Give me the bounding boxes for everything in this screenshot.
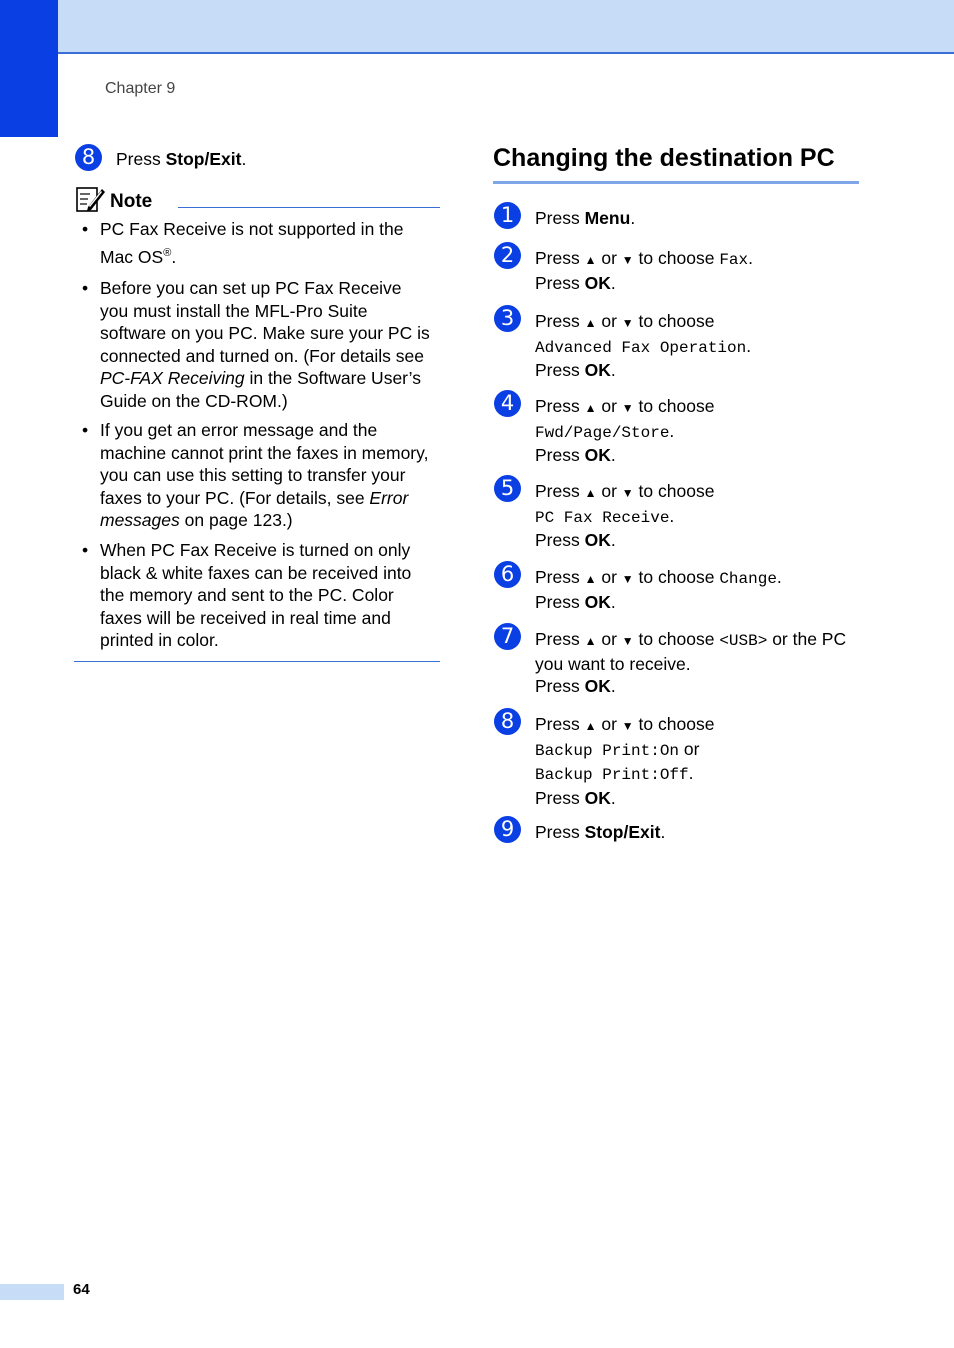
step-text: or xyxy=(596,248,622,268)
header-band xyxy=(0,0,954,54)
page-number: 64 xyxy=(73,1281,90,1298)
footer-band xyxy=(0,1284,64,1300)
step-key: OK xyxy=(584,445,611,465)
step-text: or xyxy=(679,738,700,759)
step-text: . xyxy=(630,208,636,228)
step-text: or xyxy=(596,311,622,331)
lcd-option: Change xyxy=(719,570,777,588)
step-text: Press xyxy=(535,311,585,331)
note-line: If you get an error message and the xyxy=(100,420,378,440)
step-text: . xyxy=(610,445,616,465)
step-text: Press xyxy=(535,822,585,842)
step-text: . xyxy=(746,335,752,356)
step-text: . xyxy=(688,763,694,783)
step-key: Stop/Exit xyxy=(165,149,242,169)
lcd-option: Backup Print:Off xyxy=(535,766,689,784)
step-key: OK xyxy=(584,360,611,380)
note-line: you can use this setting to transfer your xyxy=(100,465,406,485)
step-text: Press xyxy=(535,530,585,550)
lcd-option: Fwd/Page/Store xyxy=(535,423,670,442)
registered-mark: ® xyxy=(163,246,172,259)
step-9 xyxy=(535,821,665,844)
note-title: Note xyxy=(110,191,153,212)
step-text: Press xyxy=(535,714,585,734)
down-arrow-icon: ▼ xyxy=(621,316,634,330)
bullet-icon: • xyxy=(82,420,89,440)
note-item-3 xyxy=(100,419,440,532)
step-number: 1 xyxy=(494,202,521,229)
note-line: software on you PC. Make sure your PC is xyxy=(100,323,430,343)
lcd-option: Fax xyxy=(719,251,749,269)
step-text: to choose xyxy=(633,248,720,268)
step-8-right xyxy=(535,713,714,809)
step-text: . xyxy=(610,272,616,293)
step-text: Press xyxy=(535,248,585,268)
step-text: . xyxy=(610,360,616,380)
section-heading: Changing the destination PC xyxy=(493,144,835,172)
step-text: Press xyxy=(116,149,166,169)
chapter-tab xyxy=(0,0,58,137)
bullet-icon: • xyxy=(82,278,89,298)
step-text: Press xyxy=(535,208,585,228)
down-arrow-icon: ▼ xyxy=(621,719,634,733)
up-arrow-icon: ▲ xyxy=(584,634,597,648)
heading-underline xyxy=(493,181,859,184)
step-text: . xyxy=(748,248,753,268)
up-arrow-icon: ▲ xyxy=(584,253,597,267)
step-text: to choose xyxy=(633,396,715,416)
step-key: OK xyxy=(584,787,611,808)
note-line: Guide on the CD-ROM.) xyxy=(100,390,288,411)
step-text: to choose xyxy=(633,629,720,649)
note-line: PC Fax Receive is not supported in the xyxy=(100,219,404,239)
step-text: or the PC xyxy=(767,629,847,649)
down-arrow-icon: ▼ xyxy=(621,253,634,267)
step-text: . xyxy=(610,787,616,808)
note-line: When PC Fax Receive is turned on only xyxy=(100,540,411,560)
step-1 xyxy=(535,207,635,230)
step-text: to choose xyxy=(633,714,715,734)
step-text: . xyxy=(241,149,247,169)
step-text: Press xyxy=(535,567,585,587)
note-line: on page 123.) xyxy=(179,510,293,530)
up-arrow-icon: ▲ xyxy=(584,486,597,500)
note-line: Before you can set up PC Fax Receive xyxy=(100,278,402,298)
down-arrow-icon: ▼ xyxy=(621,572,634,586)
step-number: 5 xyxy=(494,475,521,502)
step-8 xyxy=(116,148,246,171)
step-3 xyxy=(535,310,751,382)
step-text: Press xyxy=(535,396,585,416)
step-number: 9 xyxy=(494,816,521,843)
down-arrow-icon: ▼ xyxy=(621,634,634,648)
note-item-1 xyxy=(100,218,440,268)
down-arrow-icon: ▼ xyxy=(621,486,634,500)
step-text: Press xyxy=(535,272,585,293)
note-line: machine cannot print the faxes in memory, xyxy=(100,442,429,463)
step-number: 7 xyxy=(494,623,521,650)
step-number: 8 xyxy=(494,708,521,735)
step-number: 4 xyxy=(494,390,521,417)
bullet-icon: • xyxy=(82,219,89,239)
note-line: printed in color. xyxy=(100,630,219,650)
step-number: 3 xyxy=(494,305,521,332)
step-key: OK xyxy=(584,272,611,293)
step-text: . xyxy=(669,505,675,526)
note-divider-top xyxy=(178,207,440,208)
note-divider-bottom xyxy=(74,661,440,662)
note-line: connected and turned on. (For details see xyxy=(100,345,424,366)
step-text: to choose xyxy=(633,567,720,587)
note-line: the memory and sent to the PC. Color xyxy=(100,585,394,605)
step-7 xyxy=(535,628,846,698)
step-key: OK xyxy=(584,676,611,696)
step-text: Press xyxy=(535,787,585,808)
step-text: . xyxy=(669,420,675,441)
note-line: Mac OS xyxy=(100,246,164,267)
step-text: . xyxy=(610,591,616,612)
step-text: Press xyxy=(535,445,585,465)
step-text: or xyxy=(596,481,622,501)
up-arrow-icon: ▲ xyxy=(584,572,597,586)
step-text: Press xyxy=(535,629,585,649)
step-text: or xyxy=(596,567,622,587)
step-text: you want to receive. xyxy=(535,653,691,674)
note-link-text: messages xyxy=(100,510,180,530)
note-line: black & white faxes can be received into xyxy=(100,562,412,583)
step-key: OK xyxy=(584,591,611,612)
note-line: faxes will be received in real time and xyxy=(100,607,391,628)
step-text: to choose xyxy=(633,311,715,331)
step-text: Press xyxy=(535,481,585,501)
step-key: Menu xyxy=(584,208,631,228)
bullet-icon: • xyxy=(82,540,89,560)
step-text: to choose xyxy=(633,481,715,501)
step-text: Press xyxy=(535,676,585,696)
step-key: OK xyxy=(584,530,611,550)
lcd-option: Advanced Fax Operation xyxy=(535,338,747,357)
note-line: you must install the MFL-Pro Suite xyxy=(100,300,368,321)
step-text: Press xyxy=(535,360,585,380)
lcd-option: PC Fax Receive xyxy=(535,508,670,527)
step-4 xyxy=(535,395,714,467)
step-key: Stop/Exit xyxy=(584,822,661,842)
lcd-option: Backup Print:On xyxy=(535,741,680,760)
step-text: or xyxy=(596,629,622,649)
up-arrow-icon: ▲ xyxy=(584,719,597,733)
step-number: 6 xyxy=(494,561,521,588)
up-arrow-icon: ▲ xyxy=(584,401,597,415)
note-link-text: Error xyxy=(369,487,409,508)
note-item-4 xyxy=(100,539,440,652)
down-arrow-icon: ▼ xyxy=(621,401,634,415)
chapter-label: Chapter 9 xyxy=(105,80,176,97)
step-6 xyxy=(535,566,782,613)
step-text: or xyxy=(596,396,622,416)
step-5 xyxy=(535,480,714,552)
note-line: faxes to your PC. (For details, see xyxy=(100,487,370,508)
step-number: 8 xyxy=(75,144,102,171)
step-text: . xyxy=(776,567,782,587)
step-text: . xyxy=(610,676,616,696)
note-item-2 xyxy=(100,277,440,412)
step-text: or xyxy=(596,714,622,734)
note-link-text: PC-FAX Receiving xyxy=(100,368,245,388)
step-text: . xyxy=(660,822,666,842)
step-2 xyxy=(535,247,753,294)
step-text: . xyxy=(610,530,616,550)
lcd-option: <USB> xyxy=(719,632,768,650)
up-arrow-icon: ▲ xyxy=(584,316,597,330)
note-line: . xyxy=(171,246,177,267)
step-number: 2 xyxy=(494,242,521,269)
note-line: in the Software User’s xyxy=(244,368,421,388)
note-pencil-icon xyxy=(76,185,106,213)
step-text: Press xyxy=(535,591,585,612)
